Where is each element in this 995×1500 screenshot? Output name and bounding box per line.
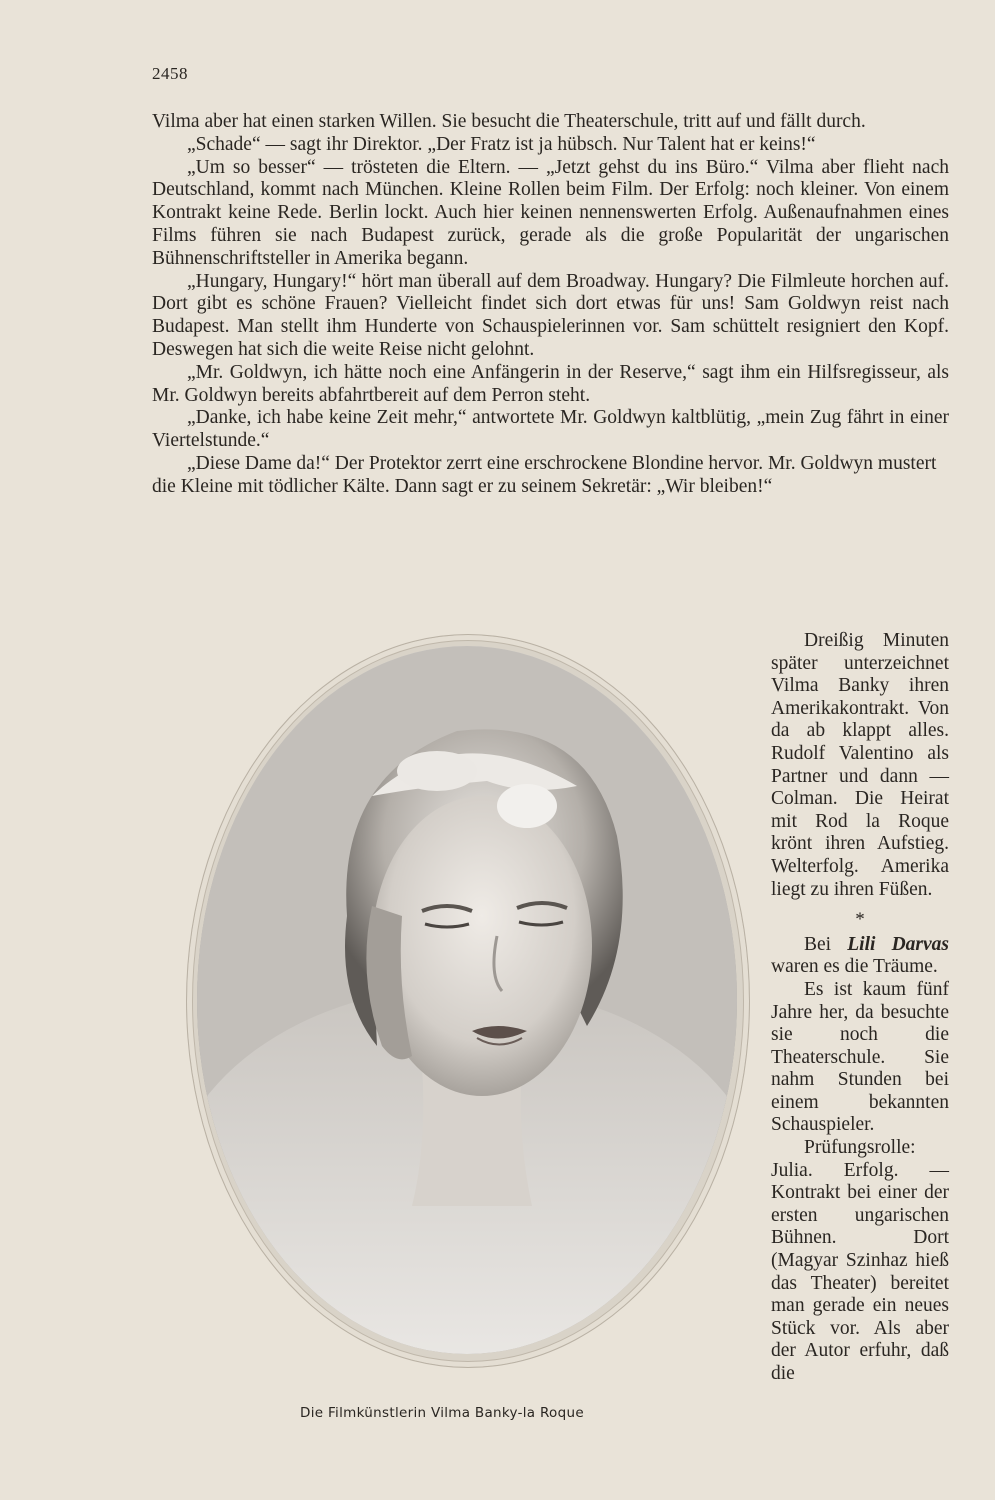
page-number: 2458 xyxy=(152,64,188,83)
figure-caption: Die Filmkünstlerin Vilma Banky-la Roque xyxy=(300,1405,584,1421)
side-paragraph: Dreißig Minuten später unterzeichnet Vilma Banky ihren Amerikakontrakt. Von da ab klappt alles. Rudolf Valentino als Partner und dann — Colman. Die Heirat mit Rod la Roque krönt ihren Aufstieg. Welterfolg. Amerika liegt zu ihren Füßen. xyxy=(771,630,949,900)
person-name: Lili Darvas xyxy=(847,933,949,955)
main-paragraph: „Danke, ich habe keine Zeit mehr,“ antwortete Mr. Goldwyn kaltblütig, „mein Zug fährt in einer Viertelstunde.“ xyxy=(152,407,949,452)
main-paragraph: „Schade“ — sagt ihr Direktor. „Der Fratz ist ja hübsch. Nur Talent hat er keins!“ xyxy=(187,133,816,155)
side-paragraph: Es ist kaum fünf Jahre her, da besuchte sie noch die Theaterschule. Sie nahm Stunden bei einem bekannten Schauspieler. xyxy=(771,978,949,1136)
side-rest: waren es die Träume. xyxy=(771,956,938,978)
side-paragraph: Prüfungsrolle: Julia. Erfolg. — Kontrakt bei einer der ersten ungarischen Bühnen. Dort (Magyar Szinhaz hieß das Theater) bereitet man gerade ein neues Stück vor. Als aber der Autor erfuhr, daß die xyxy=(771,1137,949,1384)
main-text-block xyxy=(152,111,949,499)
portrait-illustration xyxy=(197,646,737,1354)
side-prefix: Bei xyxy=(804,933,832,955)
main-paragraph: „Diese Dame da!“ Der Protektor zerrt eine erschrockene Blondine hervor. Mr. Goldwyn mustert die Kleine mit tödlicher Kälte. Dann sagt er zu seinem Sekretär: „Wir bleiben!“ xyxy=(152,452,937,497)
side-column xyxy=(771,630,949,1386)
main-paragraph: „Mr. Goldwyn, ich hätte noch eine Anfängerin in der Reserve,“ sagt ihm ein Hilfsregisseur, als Mr. Goldwyn bereits abfahrtbereit auf dem Perron steht. xyxy=(152,361,949,406)
main-paragraph: Vilma aber hat einen starken Willen. Sie besucht die Theaterschule, tritt auf und fällt durch. xyxy=(152,111,866,132)
section-separator: * xyxy=(855,909,865,931)
side-paragraph-lili xyxy=(771,934,949,979)
main-paragraph: „Hungary, Hungary!“ hört man überall auf dem Broadway. Hungary? Die Filmleute horchen auf. Dort gibt es schöne Frauen? Vielleicht findet sich dort etwas für uns! Sam Goldwyn reist nach Budapest. Man stellt ihm Hunderte von Schauspielerinnen vor. Sam schüttelt resigniert den Kopf. Deswegen hat sich die weite Reise nicht gelohnt. xyxy=(152,270,949,360)
main-paragraph: „Um so besser“ — trösteten die Eltern. — „Jetzt gehst du ins Büro.“ Vilma aber flieht nach Deutschland, kommt nach München. Kleine Rollen beim Film. Der Erfolg: noch kleiner. Von einem Kontrakt keine Rede. Berlin lockt. Auch hier keinen nennenswerten Erfolg. Außenaufnahmen eines Films führen sie nach Budapest zurück, gerade als die große Popularität der ungarischen Bühnenschriftsteller in Amerika begann. xyxy=(152,156,949,269)
portrait-photo xyxy=(197,646,737,1354)
